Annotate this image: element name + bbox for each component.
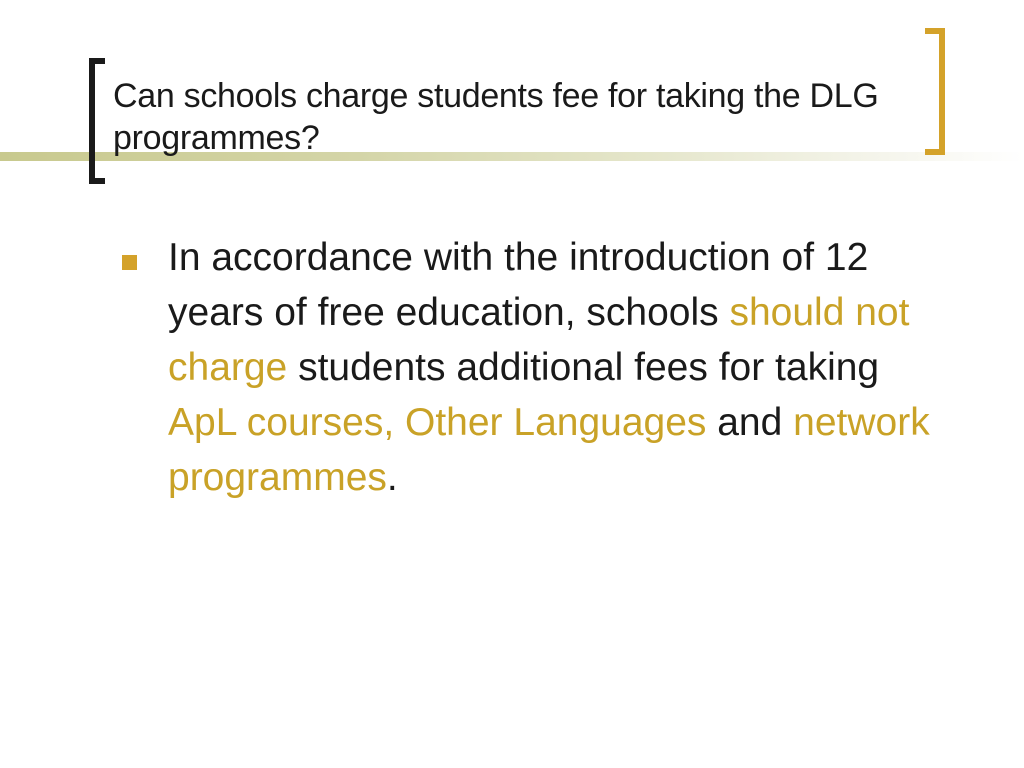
bullet-highlight-segment: ApL courses, Other Languages [168,401,707,444]
bullet-text-segment: . [386,456,398,499]
slide-title: Can schools charge students fee for taking the DLG programmes? [113,77,879,157]
bullet-item [168,230,948,505]
bullet-text-segment: In accordance with the introduction of 12 years of free education, schools [168,236,869,334]
bullet-text-segment: and [706,401,794,444]
square-bullet-icon [122,255,137,270]
bullet-highlight-segment: network programmes [168,401,930,499]
bracket-left-icon [89,58,105,184]
bullet-highlight-segment: should not charge [168,291,910,389]
bullet-text-segment: students additional fees for taking [287,346,880,389]
